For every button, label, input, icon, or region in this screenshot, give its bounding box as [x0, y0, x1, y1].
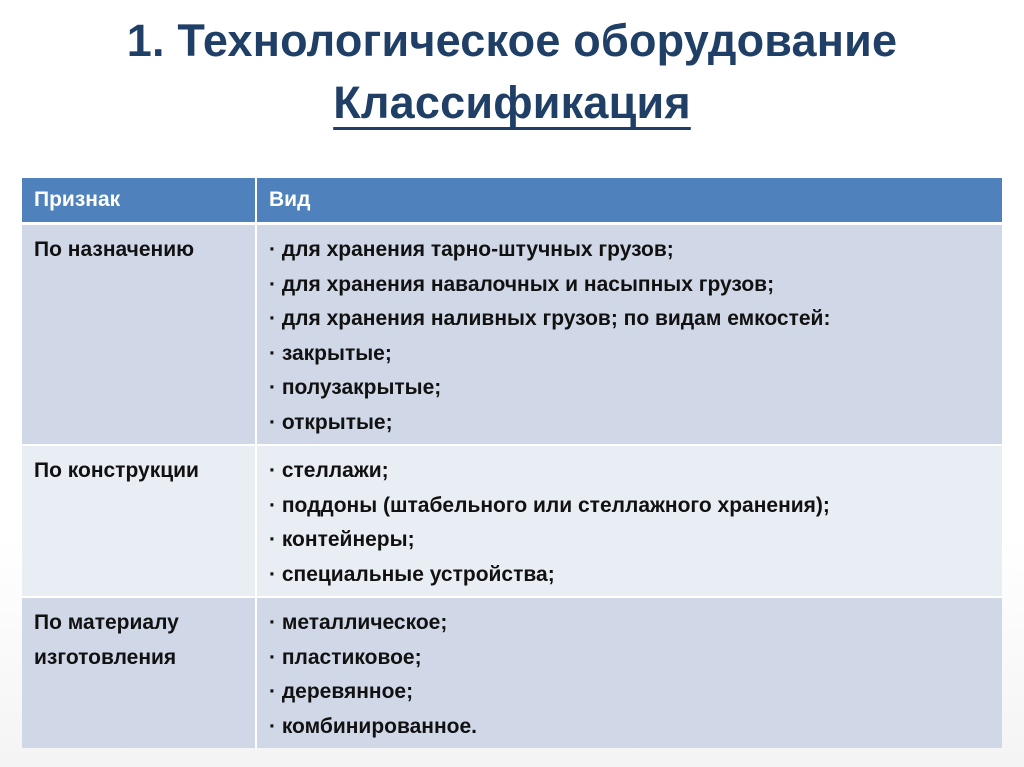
table-row-purpose — [22, 224, 1002, 446]
title-line-1: 1. Технологическое оборудование — [126, 15, 898, 66]
type-item: · комбинированное. — [269, 714, 478, 738]
slide-title — [0, 10, 1024, 134]
feature-cell — [22, 597, 256, 748]
types-cell — [256, 597, 1002, 748]
type-item: · для хранения наливных грузов; по видам емкостей: — [269, 307, 831, 330]
type-item: · деревянное; — [269, 680, 414, 703]
table-row-construction — [22, 445, 1002, 597]
table-row-material — [22, 597, 1002, 748]
type-item: · пластиковое; — [269, 645, 422, 669]
table-header-row — [22, 178, 1002, 224]
type-item: · для хранения тарно-штучных грузов; — [269, 238, 674, 261]
feature-cell — [22, 445, 256, 597]
type-item: · поддоны (штабельного или стеллажного хранения); — [269, 493, 830, 517]
type-item: · стеллажи; — [269, 459, 389, 482]
classification-table — [22, 178, 1002, 748]
header-type: Вид — [256, 178, 1002, 224]
type-item: · контейнеры; — [269, 528, 415, 551]
feature-label: По назначению — [34, 238, 195, 261]
types-cell — [256, 224, 1002, 446]
feature-cell — [22, 224, 256, 446]
type-item: · полузакрытые; — [269, 376, 442, 399]
type-item: · закрытые; — [269, 341, 392, 365]
types-cell — [256, 445, 1002, 597]
type-item: · для хранения навалочных и насыпных грузов; — [269, 272, 775, 296]
type-item: · открытые; — [269, 410, 393, 434]
header-feature: Признак — [22, 178, 256, 224]
feature-label: По материалу изготовления — [34, 611, 179, 669]
type-item: · специальные устройства; — [269, 562, 555, 586]
title-line-2: Классификация — [333, 77, 691, 128]
feature-label: По конструкции — [34, 459, 199, 482]
type-item: · металлическое; — [269, 611, 448, 634]
